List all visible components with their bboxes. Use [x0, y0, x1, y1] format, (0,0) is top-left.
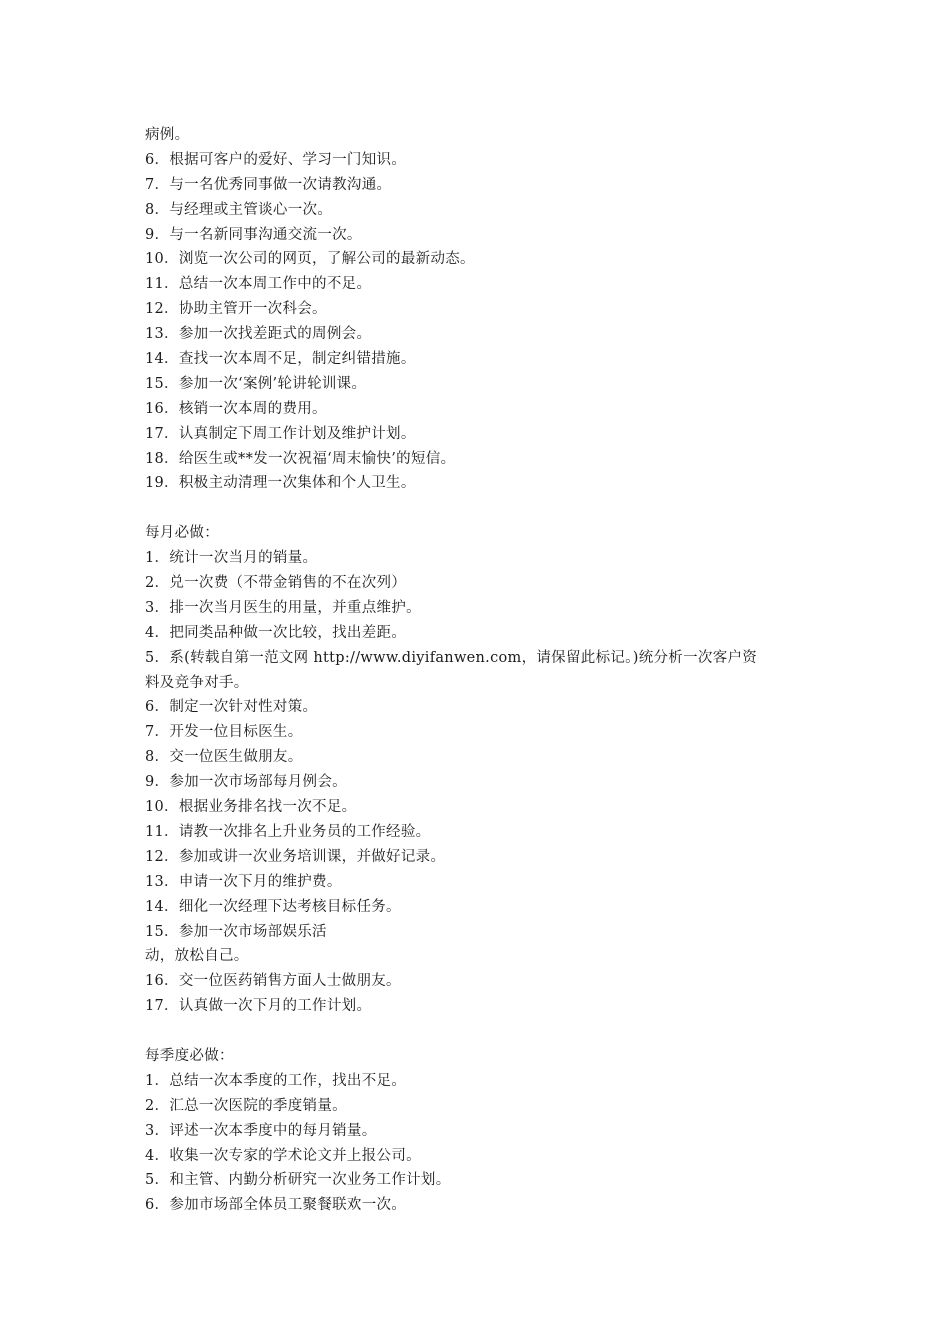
list-item: 13．参加一次找差距式的周例会。	[145, 326, 372, 343]
list-item: 14．查找一次本周不足，制定纠错措施。	[145, 351, 416, 368]
list-item: 10．根据业务排名找一次不足。	[145, 799, 357, 816]
list-item: 15．参加一次市场部娱乐活	[145, 923, 327, 940]
list-item: 料及竞争对手。	[145, 674, 249, 691]
list-item: 7．与一名优秀同事做一次请教沟通。	[145, 176, 392, 193]
list-item: 4．把同类品种做一次比较，找出差距。	[145, 624, 407, 641]
section-spacer	[145, 496, 825, 521]
list-item: 3．评述一次本季度中的每月销量。	[145, 1122, 377, 1139]
weekly-list	[145, 123, 825, 496]
list-item: 1．总结一次本季度的工作，找出不足。	[145, 1072, 407, 1089]
list-item: 18．给医生或**发一次祝福‘周末愉快’的短信。	[145, 450, 456, 467]
list-item: 6．制定一次针对性对策。	[145, 699, 318, 716]
quarterly-heading: 每季度必做：	[145, 1047, 234, 1064]
section-spacer	[145, 1019, 825, 1044]
list-item: 9．参加一次市场部每月例会。	[145, 774, 347, 791]
list-item: 17．认真制定下周工作计划及维护计划。	[145, 425, 416, 442]
list-item: 病例。	[145, 127, 190, 143]
list-item: 11．总结一次本周工作中的不足。	[145, 276, 372, 293]
list-item: 8．与经理或主管谈心一次。	[145, 201, 333, 218]
document-body	[145, 123, 825, 1218]
quarterly-section	[145, 1044, 825, 1218]
list-item: 9．与一名新同事沟通交流一次。	[145, 226, 362, 243]
list-item: 5．系(转载自第一范文网 http://www.diyifanwen.com，请保留此标记。)统分析一次客户资	[145, 649, 758, 666]
list-item: 19．积极主动清理一次集体和个人卫生。	[145, 475, 416, 492]
list-item: 15．参加一次‘案例’轮讲轮训课。	[145, 375, 367, 392]
list-item: 17．认真做一次下月的工作计划。	[145, 998, 372, 1015]
list-item: 2．汇总一次医院的季度销量。	[145, 1097, 347, 1114]
list-item: 13．申请一次下月的维护费。	[145, 873, 342, 890]
list-item: 5．和主管、内勤分析研究一次业务工作计划。	[145, 1172, 451, 1189]
list-item: 2．兑一次费（不带金销售的不在次列）	[145, 575, 407, 592]
list-item: 动，放松自己。	[145, 948, 249, 965]
list-item: 3．排一次当月医生的用量，并重点维护。	[145, 599, 421, 616]
list-item: 4．收集一次专家的学术论文并上报公司。	[145, 1147, 421, 1164]
list-item: 6．根据可客户的爱好、学习一门知识。	[145, 151, 407, 168]
list-item: 7．开发一位目标医生。	[145, 724, 303, 741]
monthly-section	[145, 521, 825, 1019]
list-item: 14．细化一次经理下达考核目标任务。	[145, 898, 401, 915]
list-item: 12．协助主管开一次科会。	[145, 301, 327, 318]
list-item: 6．参加市场部全体员工聚餐联欢一次。	[145, 1197, 407, 1214]
list-item: 10．浏览一次公司的网页，了解公司的最新动态。	[145, 251, 475, 268]
list-item: 16．交一位医药销售方面人士做朋友。	[145, 973, 401, 990]
list-item: 12．参加或讲一次业务培训课，并做好记录。	[145, 848, 446, 865]
monthly-heading: 每月必做：	[145, 525, 219, 542]
list-item: 16．核销一次本周的费用。	[145, 400, 327, 417]
list-item: 8．交一位医生做朋友。	[145, 749, 303, 766]
list-item: 11．请教一次排名上升业务员的工作经验。	[145, 823, 431, 840]
list-item: 1．统计一次当月的销量。	[145, 550, 318, 567]
